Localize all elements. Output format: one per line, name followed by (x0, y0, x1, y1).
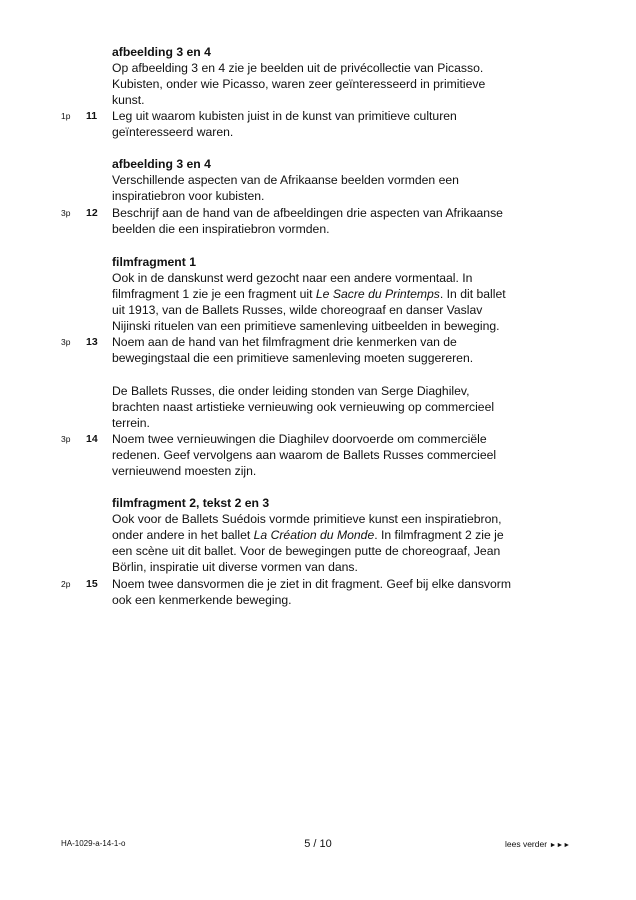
question-line: geïnteresseerd waren. (112, 125, 234, 139)
ballet-title: Le Sacre du Printemps (315, 287, 440, 301)
question-14-text (112, 431, 582, 479)
question-13-text (112, 334, 582, 366)
question-number: 14 (86, 433, 98, 445)
section-heading: filmfragment 2, tekst 2 en 3 (112, 496, 270, 510)
intro-line: uit 1913, van de Ballets Russes, wilde choreograaf en danser Vaslav (112, 303, 483, 317)
question-line: redenen. Geef vervolgens aan waarom de Ballets Russes commercieel (112, 448, 497, 462)
intro-line: brachten naast artistieke vernieuwing ook vernieuwing op commercieel (112, 400, 495, 414)
question-number: 15 (86, 578, 98, 590)
question-number: 11 (86, 110, 98, 122)
intro-line (112, 527, 582, 543)
question-points: 2p (61, 579, 71, 589)
section-afbeelding-3-4-intro (112, 44, 582, 108)
intro-line: terrein. (112, 416, 150, 430)
intro-line: Nijinski rituelen van een primitieve samenleving uitbeelden in beweging. (112, 319, 500, 333)
question-points: 3p (61, 434, 71, 444)
question-points: 3p (61, 208, 71, 218)
intro-line: een scène uit dit ballet. Voor de bewegingen putte de choreograaf, Jean (112, 544, 501, 558)
section-filmfragment-2 (112, 495, 582, 575)
text-run: onder andere in het ballet (112, 528, 254, 542)
question-line: vernieuwend moesten zijn. (112, 464, 257, 478)
intro-line: inspiratiebron voor kubisten. (112, 189, 265, 203)
intro-line: Ook in de danskunst werd gezocht naar een andere vormentaal. In (112, 271, 473, 285)
intro-line: De Ballets Russes, die onder leiding stonden van Serge Diaghilev, (112, 384, 470, 398)
ballet-title: La Création du Monde (253, 528, 375, 542)
intro-line (112, 286, 582, 302)
question-line: Beschrijf aan de hand van de afbeeldingen drie aspecten van Afrikaanse (112, 206, 503, 220)
section-ballets-russes (112, 383, 582, 431)
exam-code: HA-1029-a-14-1-o (61, 839, 126, 848)
question-number: 12 (86, 207, 98, 219)
text-run: . In filmfragment 2 zie je (374, 528, 504, 542)
question-line: ook een kenmerkende beweging. (112, 593, 292, 607)
page-number: 5 / 10 (304, 838, 332, 850)
intro-line: Op afbeelding 3 en 4 zie je beelden uit de privécollectie van Picasso. (112, 61, 484, 75)
intro-line: Verschillende aspecten van de Afrikaanse beelden vormden een (112, 173, 459, 187)
arrow-right-icon: ►►► (549, 842, 571, 849)
continue-indicator (505, 837, 570, 851)
text-run: . In dit ballet (439, 287, 506, 301)
intro-line: kunst. (112, 93, 145, 107)
section-heading: filmfragment 1 (112, 255, 196, 269)
question-points: 1p (61, 111, 71, 121)
section-afbeelding-3-4-aspects (112, 156, 582, 204)
continue-label: lees verder (505, 839, 548, 849)
question-line: beelden die een inspiratiebron vormden. (112, 222, 330, 236)
question-line: Leg uit waarom kubisten juist in de kunst van primitieve culturen (112, 109, 457, 123)
section-heading: afbeelding 3 en 4 (112, 45, 211, 59)
section-heading: afbeelding 3 en 4 (112, 157, 211, 171)
question-line: bewegingstaal die een primitieve samenleving moeten suggereren. (112, 351, 474, 365)
question-line: Noem twee vernieuwingen die Diaghilev doorvoerde om commerciële (112, 432, 487, 446)
intro-line: Börlin, inspiratie uit diverse vormen van dans. (112, 560, 358, 574)
section-filmfragment-1 (112, 254, 582, 334)
question-15-text (112, 576, 582, 608)
question-points: 3p (61, 337, 71, 347)
intro-line: Ook voor de Ballets Suédois vormde primitieve kunst een inspiratiebron, (112, 512, 502, 526)
question-line: Noem twee dansvormen die je ziet in dit fragment. Geef bij elke dansvorm (112, 577, 511, 591)
intro-line: Kubisten, onder wie Picasso, waren zeer geïnteresseerd in primitieve (112, 77, 486, 91)
question-number: 13 (86, 336, 98, 348)
question-11-text (112, 108, 582, 140)
question-12-text (112, 205, 582, 237)
text-run: filmfragment 1 zie je een fragment uit (112, 287, 316, 301)
question-line: Noem aan de hand van het filmfragment drie kenmerken van de (112, 335, 457, 349)
